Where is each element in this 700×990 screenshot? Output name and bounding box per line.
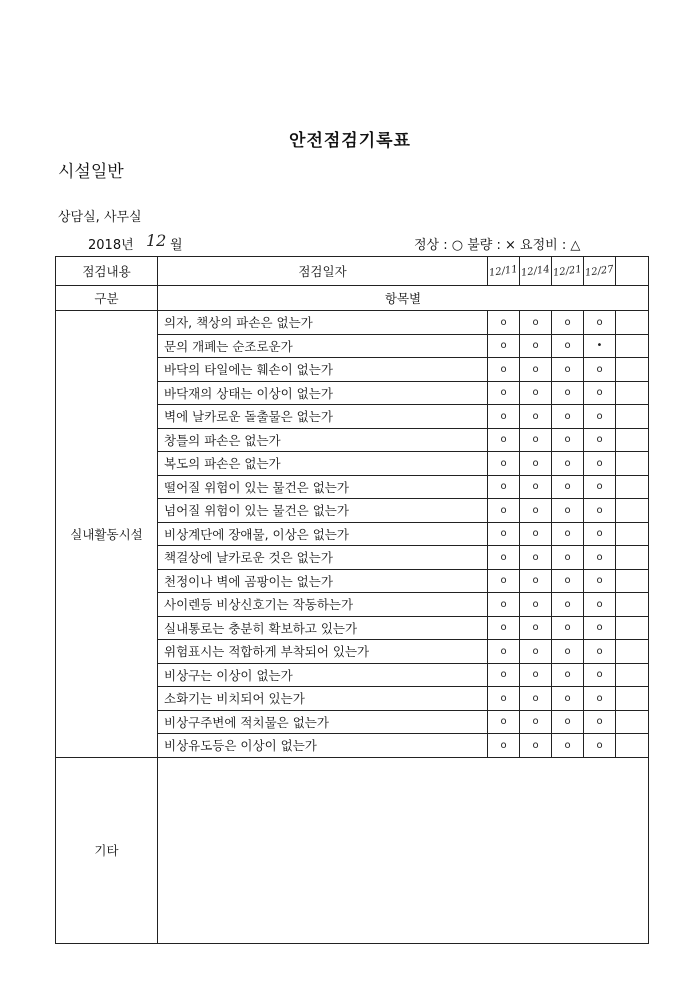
- check-mark-cell: [520, 663, 552, 687]
- item-text: 천정이나 벽에 곰팡이는 없는가: [158, 569, 488, 593]
- check-mark-cell: [584, 334, 616, 358]
- check-mark: o: [532, 387, 539, 399]
- check-mark-cell: [584, 522, 616, 546]
- check-mark-cell: [488, 452, 520, 476]
- check-mark: o: [500, 316, 507, 328]
- header-row: [56, 257, 649, 286]
- check-mark-cell: [520, 593, 552, 617]
- item-text: 책걸상에 날카로운 것은 없는가: [158, 546, 488, 570]
- check-mark: o: [500, 739, 507, 751]
- check-mark: o: [532, 316, 539, 328]
- check-mark-cell: [552, 663, 584, 687]
- check-mark-cell: [520, 334, 552, 358]
- check-mark: o: [564, 340, 571, 352]
- check-mark-cell: [520, 616, 552, 640]
- check-mark-cell: [552, 546, 584, 570]
- item-text: 벽에 날카로운 돌출물은 없는가: [158, 405, 488, 429]
- check-mark: o: [500, 528, 507, 540]
- check-mark-cell: [616, 428, 649, 452]
- check-mark-cell: [584, 428, 616, 452]
- check-mark: o: [532, 363, 539, 375]
- check-mark: o: [596, 739, 603, 751]
- item-text: 실내통로는 충분히 확보하고 있는가: [158, 616, 488, 640]
- date-cell: 12/11: [488, 257, 520, 286]
- check-mark-cell: [552, 358, 584, 382]
- check-mark-cell: [616, 687, 649, 711]
- check-mark: o: [564, 504, 571, 516]
- check-mark: o: [500, 575, 507, 587]
- item-text: 의자, 책상의 파손은 없는가: [158, 311, 488, 335]
- date-cell: [616, 257, 649, 286]
- check-mark-cell: [488, 710, 520, 734]
- check-mark-cell: [520, 311, 552, 335]
- check-mark-cell: [584, 734, 616, 758]
- check-mark-cell: [488, 734, 520, 758]
- check-mark-cell: [488, 381, 520, 405]
- month-unit: 월: [170, 238, 183, 253]
- check-mark: o: [564, 363, 571, 375]
- check-mark-cell: [520, 710, 552, 734]
- check-mark: o: [500, 363, 507, 375]
- check-mark-cell: [616, 640, 649, 664]
- etc-notes-cell: [158, 757, 649, 943]
- check-mark: o: [564, 622, 571, 634]
- check-mark: o: [596, 551, 603, 563]
- check-mark: o: [532, 551, 539, 563]
- check-mark-cell: [552, 381, 584, 405]
- check-mark-cell: [520, 381, 552, 405]
- month-handwritten: 12: [146, 231, 167, 250]
- check-mark-cell: [520, 522, 552, 546]
- check-mark-cell: [584, 405, 616, 429]
- check-mark-cell: [520, 358, 552, 382]
- check-mark-cell: [584, 616, 616, 640]
- check-mark: o: [532, 598, 539, 610]
- check-mark-cell: [488, 428, 520, 452]
- check-mark: o: [500, 387, 507, 399]
- check-mark-cell: [552, 452, 584, 476]
- check-mark-cell: [584, 710, 616, 734]
- check-mark-cell: [552, 593, 584, 617]
- category-cell: 실내활동시설: [56, 311, 158, 758]
- check-mark: o: [532, 457, 539, 469]
- check-mark-cell: [584, 593, 616, 617]
- check-mark: o: [532, 716, 539, 728]
- check-mark-cell: [616, 381, 649, 405]
- check-mark-cell: [488, 616, 520, 640]
- check-mark: o: [532, 528, 539, 540]
- check-mark-cell: [520, 687, 552, 711]
- check-mark-cell: [488, 569, 520, 593]
- check-mark-cell: [616, 311, 649, 335]
- check-mark: o: [500, 598, 507, 610]
- check-mark: o: [596, 481, 603, 493]
- item-text: 창틀의 파손은 없는가: [158, 428, 488, 452]
- check-mark-cell: [520, 734, 552, 758]
- check-mark: o: [564, 598, 571, 610]
- check-mark-cell: [552, 311, 584, 335]
- check-mark-cell: [520, 499, 552, 523]
- check-mark-cell: [488, 546, 520, 570]
- check-mark: o: [596, 692, 603, 704]
- check-mark-cell: [552, 499, 584, 523]
- check-mark-cell: [552, 687, 584, 711]
- check-mark-cell: [584, 381, 616, 405]
- check-mark: o: [564, 739, 571, 751]
- check-mark-cell: [616, 405, 649, 429]
- check-mark: o: [532, 434, 539, 446]
- check-mark-cell: [488, 663, 520, 687]
- check-mark-cell: [552, 428, 584, 452]
- check-mark: o: [532, 622, 539, 634]
- check-mark-cell: [520, 428, 552, 452]
- check-mark: o: [500, 669, 507, 681]
- check-mark-cell: [552, 710, 584, 734]
- check-mark: o: [532, 504, 539, 516]
- check-mark: o: [564, 410, 571, 422]
- check-mark: o: [564, 434, 571, 446]
- check-mark: •: [596, 340, 603, 352]
- check-mark-cell: [488, 405, 520, 429]
- check-mark-cell: [488, 334, 520, 358]
- check-mark: o: [564, 645, 571, 657]
- check-mark: o: [564, 457, 571, 469]
- check-mark-cell: [616, 616, 649, 640]
- check-mark-cell: [616, 475, 649, 499]
- year-label: 2018년: [88, 238, 134, 253]
- item-text: 비상유도등은 이상이 없는가: [158, 734, 488, 758]
- check-mark: o: [596, 716, 603, 728]
- check-mark-cell: [552, 475, 584, 499]
- item-text: 넘어질 위험이 있는 물건은 없는가: [158, 499, 488, 523]
- item-text: 사이렌등 비상신호기는 작동하는가: [158, 593, 488, 617]
- check-mark: o: [564, 481, 571, 493]
- check-mark: o: [596, 387, 603, 399]
- check-mark-cell: [616, 358, 649, 382]
- check-mark: o: [596, 575, 603, 587]
- check-mark-cell: [488, 640, 520, 664]
- check-mark-cell: [616, 710, 649, 734]
- check-mark-cell: [552, 334, 584, 358]
- item-text: 문의 개폐는 순조로운가: [158, 334, 488, 358]
- check-mark: o: [596, 528, 603, 540]
- check-mark: o: [532, 481, 539, 493]
- check-mark-cell: [616, 334, 649, 358]
- check-mark: o: [532, 669, 539, 681]
- inspection-table: [55, 256, 649, 944]
- header-items: 항목별: [158, 286, 649, 311]
- item-text: 비상구주변에 적치물은 없는가: [158, 710, 488, 734]
- header-gubun: 구분: [56, 286, 158, 311]
- check-mark-cell: [488, 593, 520, 617]
- check-mark-cell: [584, 569, 616, 593]
- check-mark: o: [596, 622, 603, 634]
- table-row: [56, 311, 649, 335]
- check-mark-cell: [584, 311, 616, 335]
- check-mark-cell: [616, 734, 649, 758]
- check-mark-cell: [520, 475, 552, 499]
- etc-label: 기타: [56, 757, 158, 943]
- check-mark: o: [532, 692, 539, 704]
- check-mark-cell: [584, 358, 616, 382]
- check-mark: o: [500, 716, 507, 728]
- item-text: 복도의 파손은 없는가: [158, 452, 488, 476]
- check-mark-cell: [488, 499, 520, 523]
- section-heading: 시설일반: [58, 162, 124, 182]
- check-mark: o: [564, 575, 571, 587]
- check-mark: o: [500, 481, 507, 493]
- check-mark-cell: [616, 522, 649, 546]
- check-mark-cell: [488, 522, 520, 546]
- check-mark: o: [500, 504, 507, 516]
- check-mark: o: [532, 340, 539, 352]
- check-mark-cell: [616, 452, 649, 476]
- check-mark-cell: [488, 311, 520, 335]
- check-mark: o: [596, 598, 603, 610]
- check-mark: o: [564, 692, 571, 704]
- check-mark: o: [596, 457, 603, 469]
- room-label: 상담실, 사무실: [58, 210, 142, 225]
- item-text: 바닥의 타일에는 훼손이 없는가: [158, 358, 488, 382]
- check-mark-cell: [488, 687, 520, 711]
- item-text: 비상구는 이상이 없는가: [158, 663, 488, 687]
- item-text: 비상계단에 장애물, 이상은 없는가: [158, 522, 488, 546]
- check-mark: o: [532, 575, 539, 587]
- check-mark: o: [564, 716, 571, 728]
- check-mark: o: [500, 692, 507, 704]
- check-mark: o: [564, 528, 571, 540]
- check-mark: o: [500, 434, 507, 446]
- check-mark: o: [596, 669, 603, 681]
- check-mark: o: [532, 645, 539, 657]
- check-mark: o: [564, 387, 571, 399]
- check-mark: o: [500, 551, 507, 563]
- check-mark-cell: [552, 734, 584, 758]
- item-text: 떨어질 위험이 있는 물건은 없는가: [158, 475, 488, 499]
- check-mark-cell: [552, 405, 584, 429]
- check-mark-cell: [584, 640, 616, 664]
- check-mark: o: [564, 551, 571, 563]
- check-mark-cell: [616, 663, 649, 687]
- check-mark: o: [596, 363, 603, 375]
- check-mark-cell: [520, 546, 552, 570]
- check-mark: o: [532, 739, 539, 751]
- check-mark-cell: [584, 452, 616, 476]
- check-mark-cell: [584, 663, 616, 687]
- check-mark: o: [564, 316, 571, 328]
- date-cell: 12/21: [552, 257, 584, 286]
- date-cell: 12/14: [520, 257, 552, 286]
- check-mark-cell: [552, 616, 584, 640]
- check-mark: o: [500, 457, 507, 469]
- document-title: 안전점검기록표: [289, 131, 411, 151]
- check-mark-cell: [584, 499, 616, 523]
- check-mark-cell: [488, 358, 520, 382]
- legend: 정상 : ○ 불량 : × 요정비 : △: [414, 238, 581, 253]
- check-mark: o: [596, 504, 603, 516]
- check-mark: o: [596, 316, 603, 328]
- date-cell: 12/27: [584, 257, 616, 286]
- item-text: 바닥재의 상태는 이상이 없는가: [158, 381, 488, 405]
- check-mark-cell: [584, 546, 616, 570]
- check-mark-cell: [552, 640, 584, 664]
- check-mark: o: [564, 669, 571, 681]
- check-mark: o: [596, 434, 603, 446]
- item-text: 소화기는 비치되어 있는가: [158, 687, 488, 711]
- check-mark: o: [596, 410, 603, 422]
- item-text: 위험표시는 적합하게 부착되어 있는가: [158, 640, 488, 664]
- check-mark-cell: [584, 687, 616, 711]
- check-mark-cell: [552, 522, 584, 546]
- check-mark-cell: [520, 405, 552, 429]
- header-date: 점검일자: [158, 257, 488, 286]
- header-content: 점검내용: [56, 257, 158, 286]
- check-mark-cell: [520, 640, 552, 664]
- check-mark-cell: [616, 569, 649, 593]
- subheader-row: [56, 286, 649, 311]
- check-mark-cell: [616, 499, 649, 523]
- check-mark: o: [500, 340, 507, 352]
- check-mark: o: [500, 645, 507, 657]
- check-mark-cell: [520, 452, 552, 476]
- check-mark-cell: [616, 593, 649, 617]
- check-mark-cell: [520, 569, 552, 593]
- check-mark: o: [596, 645, 603, 657]
- check-mark-cell: [584, 475, 616, 499]
- check-mark: o: [500, 410, 507, 422]
- check-mark-cell: [616, 546, 649, 570]
- check-mark: o: [532, 410, 539, 422]
- check-mark-cell: [488, 475, 520, 499]
- check-mark: o: [500, 622, 507, 634]
- check-mark-cell: [552, 569, 584, 593]
- etc-row: [56, 757, 649, 943]
